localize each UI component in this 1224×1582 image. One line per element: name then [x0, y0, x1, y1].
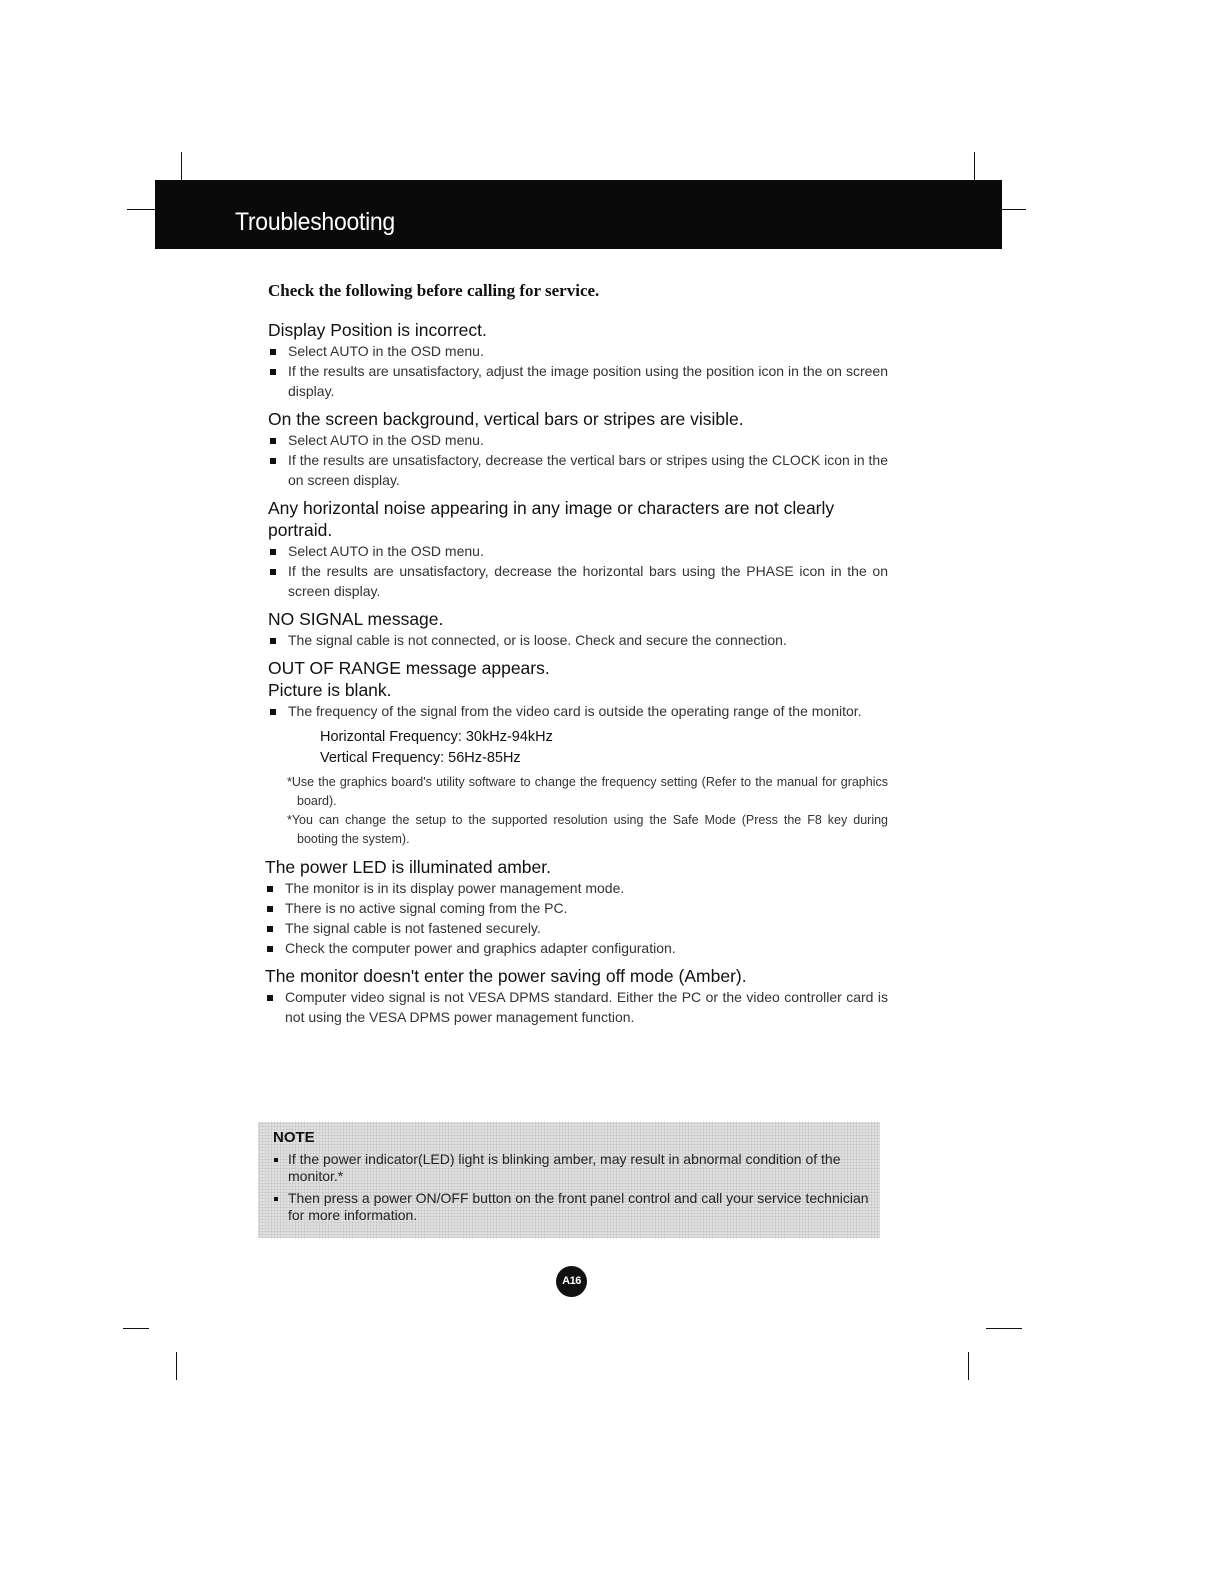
- note-box: [258, 1122, 880, 1238]
- list-item: The signal cable is not fastened securely.: [265, 918, 888, 938]
- vertical-frequency: Vertical Frequency: 56Hz-85Hz: [320, 750, 521, 766]
- crop-mark-left-horizontal: [127, 209, 155, 210]
- section-power-saving: [265, 965, 888, 1027]
- crop-mark-bottom-left-horizontal: [123, 1328, 149, 1329]
- bullet-list: [265, 878, 888, 958]
- list-item: Select AUTO in the OSD menu.: [268, 341, 888, 361]
- horizontal-frequency: Horizontal Frequency: 30kHz-94kHz: [320, 729, 553, 745]
- bullet-list: [268, 430, 888, 490]
- section-title: Display Position is incorrect.: [268, 320, 487, 340]
- note-list: [272, 1151, 872, 1229]
- section-power-led-amber: [265, 856, 888, 958]
- note-title: NOTE: [273, 1129, 315, 1146]
- troubleshooting-content: [265, 281, 888, 1034]
- list-item: There is no active signal coming from the PC.: [265, 898, 888, 918]
- list-item: The monitor is in its display power management mode.: [265, 878, 888, 898]
- footnote: *You can change the setup to the supported resolution using the Safe Mode (Press the F8 key during booting the system).: [287, 813, 888, 846]
- section-title: NO SIGNAL message.: [268, 609, 444, 629]
- section-out-of-range: [268, 657, 888, 849]
- note-item: Then press a power ON/OFF button on the front panel control and call your service technician for more information.: [272, 1190, 872, 1224]
- list-item: The frequency of the signal from the video card is outside the operating range of the monitor.: [268, 701, 888, 721]
- list-item: Select AUTO in the OSD menu.: [268, 430, 888, 450]
- bullet-list: [268, 701, 888, 721]
- footnotes: [287, 773, 888, 849]
- bullet-list: [265, 987, 888, 1027]
- section-title: On the screen background, vertical bars or stripes are visible.: [268, 409, 744, 429]
- section-title: The monitor doesn't enter the power saving off mode (Amber).: [265, 966, 747, 986]
- section-vertical-bars: [268, 408, 888, 490]
- page-title: Troubleshooting: [235, 208, 395, 236]
- frequency-spec: [320, 727, 888, 769]
- section-title: Any horizontal noise appearing in any image or characters are not clearly portraid.: [268, 498, 835, 540]
- bullet-list: [268, 541, 888, 601]
- list-item: Select AUTO in the OSD menu.: [268, 541, 888, 561]
- bullet-list: [268, 341, 888, 401]
- section-subtitle: Picture is blank.: [268, 680, 392, 700]
- crop-mark-top-right-vertical: [974, 152, 975, 180]
- page-number-badge: A16: [556, 1266, 587, 1297]
- section-horizontal-noise: [268, 497, 888, 601]
- list-item: The signal cable is not connected, or is loose. Check and secure the connection.: [268, 630, 888, 650]
- crop-mark-bottom-right-vertical: [968, 1352, 969, 1380]
- crop-mark-top-left-vertical: [181, 152, 182, 180]
- note-item: If the power indicator(LED) light is blinking amber, may result in abnormal condition of the monitor.*: [272, 1151, 872, 1185]
- crop-mark-bottom-right-horizontal: [986, 1328, 1022, 1329]
- crop-mark-bottom-left-vertical: [176, 1352, 177, 1380]
- list-item: If the results are unsatisfactory, decrease the horizontal bars using the PHASE icon in the on screen display.: [268, 561, 888, 601]
- bullet-list: [268, 630, 888, 650]
- section-no-signal: [268, 608, 888, 650]
- section-title: OUT OF RANGE message appears.: [268, 658, 550, 678]
- list-item: Computer video signal is not VESA DPMS standard. Either the PC or the video controller card is not using the VESA DPMS power management function.: [265, 987, 888, 1027]
- list-item: If the results are unsatisfactory, adjust the image position using the position icon in the on screen display.: [268, 361, 888, 401]
- section-title: The power LED is illuminated amber.: [265, 857, 551, 877]
- crop-mark-right-horizontal: [1002, 209, 1026, 210]
- list-item: If the results are unsatisfactory, decrease the vertical bars or stripes using the CLOCK icon in the on screen display.: [268, 450, 888, 490]
- footnote: *Use the graphics board's utility software to change the frequency setting (Refer to the manual for graphics board).: [287, 775, 888, 808]
- list-item: Check the computer power and graphics adapter configuration.: [265, 938, 888, 958]
- section-display-position: [268, 319, 888, 401]
- intro-heading: Check the following before calling for service.: [268, 281, 600, 300]
